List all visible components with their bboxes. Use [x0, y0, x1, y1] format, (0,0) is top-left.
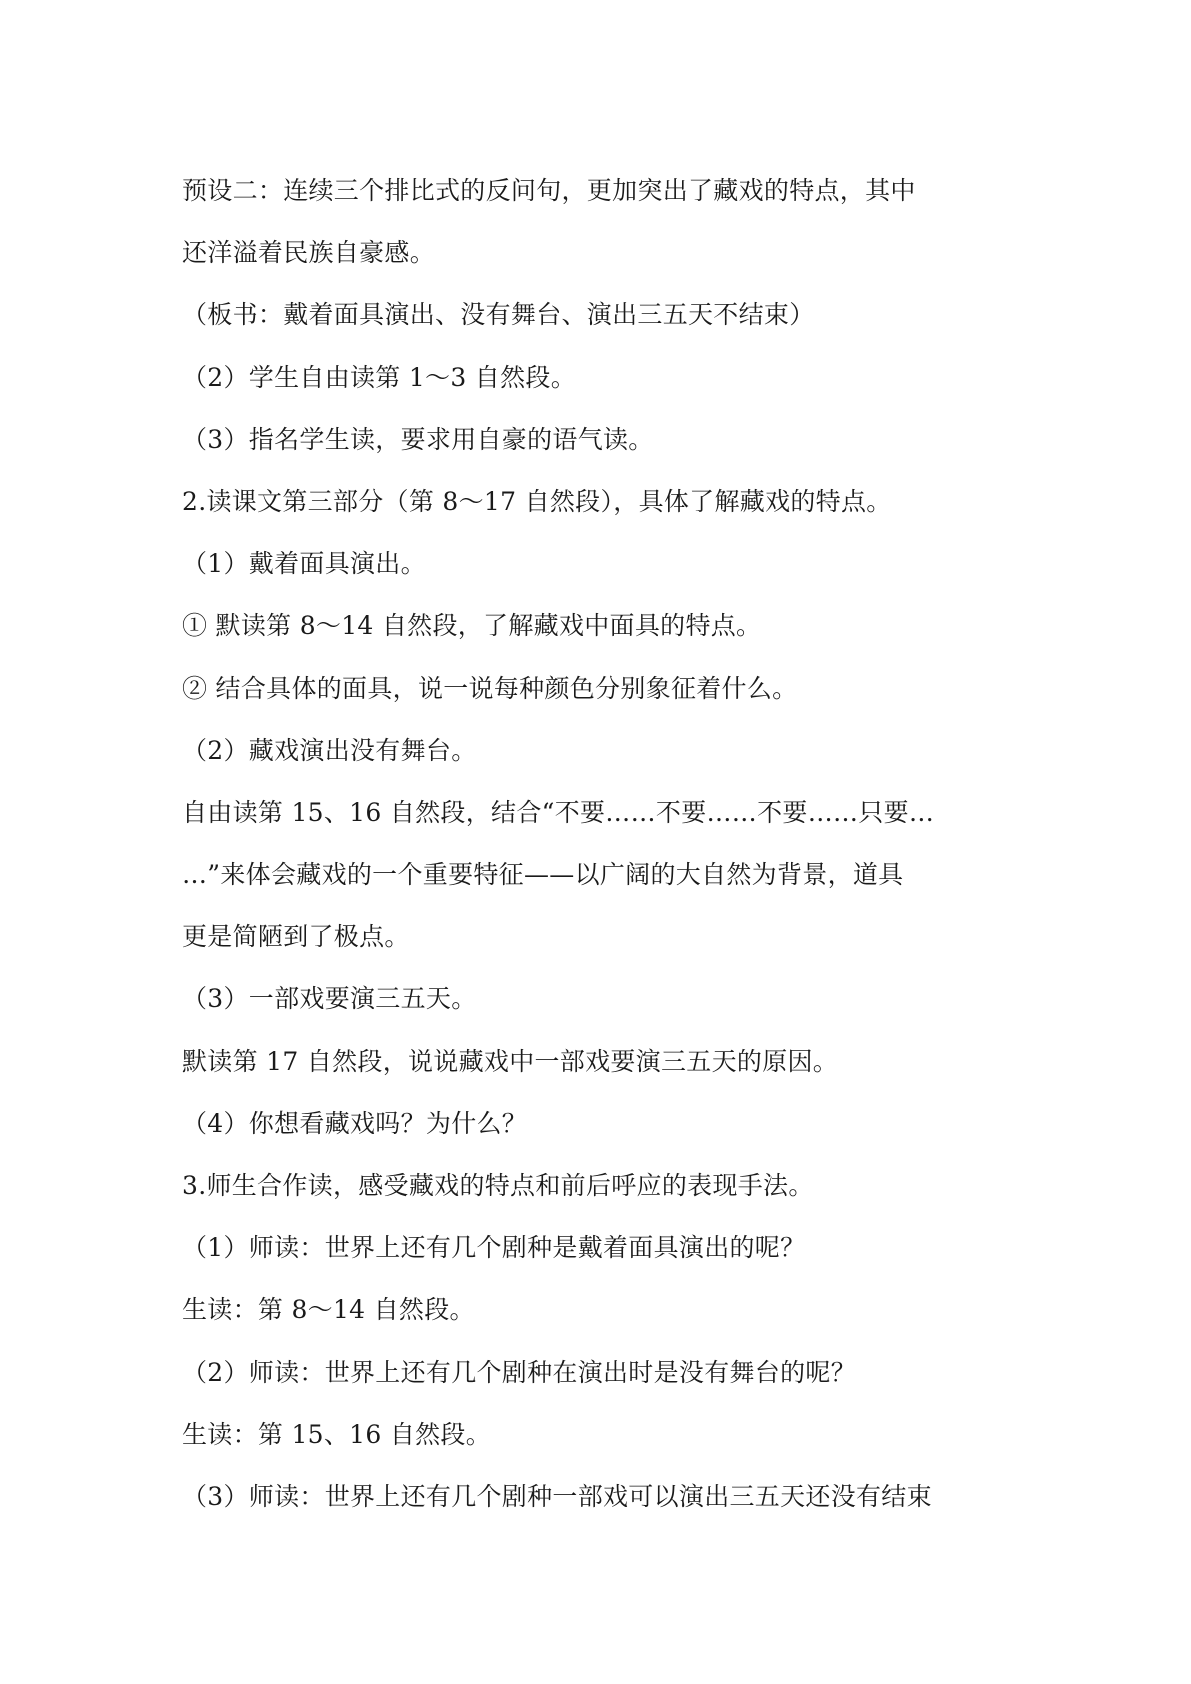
text-line: （1）师读：世界上还有几个剧种是戴着面具演出的呢？ [182, 1233, 806, 1263]
text-line: （板书：戴着面具演出、没有舞台、演出三五天不结束） [182, 300, 815, 330]
text-line: 还洋溢着民族自豪感。 [182, 238, 436, 268]
text-line: 自由读第 15、16 自然段，结合“不要……不要……不要……只要… [182, 797, 935, 827]
text-line: （1）戴着面具演出。 [182, 549, 426, 579]
text-line: 生读：第 15、16 自然段。 [182, 1419, 492, 1449]
text-line: （2）学生自由读第 1～3 自然段。 [182, 362, 577, 392]
text-line: ① 默读第 8～14 自然段，了解藏戏中面具的特点。 [182, 611, 762, 641]
text-line: 预设二：连续三个排比式的反问句，更加突出了藏戏的特点，其中 [182, 176, 916, 205]
text-line: （2）藏戏演出没有舞台。 [182, 735, 477, 765]
text-line: …”来体会藏戏的一个重要特征——以广阔的大自然为背景，道具 [182, 860, 904, 890]
text-line: （3）指名学生读，要求用自豪的语气读。 [182, 424, 654, 454]
text-line: （4）你想看藏戏吗？为什么？ [182, 1108, 528, 1138]
document-body [182, 160, 1012, 1528]
text-line: （2）师读：世界上还有几个剧种在演出时是没有舞台的呢？ [182, 1357, 857, 1387]
text-line: 默读第 17 自然段，说说藏戏中一部戏要演三五天的原因。 [182, 1046, 839, 1076]
text-line: ② 结合具体的面具，说一说每种颜色分别象征着什么。 [182, 673, 798, 703]
text-line: （3）师读：世界上还有几个剧种一部戏可以演出三五天还没有结束 [182, 1481, 932, 1511]
text-line: 3.师生合作读，感受藏戏的特点和前后呼应的表现手法。 [182, 1171, 814, 1200]
text-line: 更是简陋到了极点。 [182, 922, 410, 952]
text-line: 2.读课文第三部分（第 8～17 自然段），具体了解藏戏的特点。 [182, 486, 892, 516]
text-line: 生读：第 8～14 自然段。 [182, 1295, 475, 1325]
text-line: （3）一部戏要演三五天。 [182, 984, 477, 1014]
